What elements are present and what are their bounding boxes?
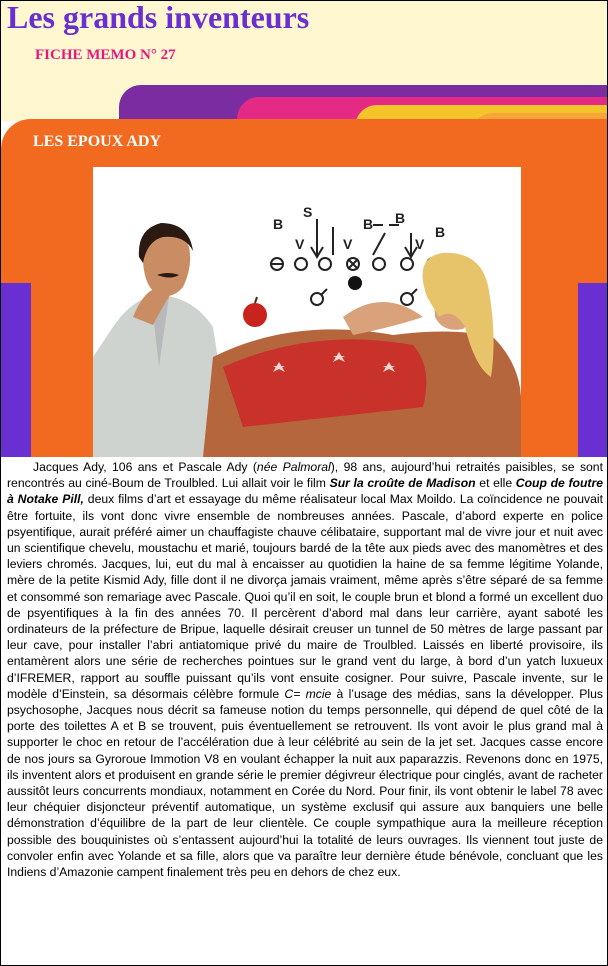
left-purple-bar (1, 283, 31, 457)
article-body (7, 459, 603, 880)
diagram-label: B (435, 224, 446, 240)
page-title: Les grands inventeurs (7, 1, 310, 35)
article-text: et elle (475, 476, 516, 491)
couple-illustration (93, 167, 521, 457)
formula: C= mcie (284, 686, 332, 701)
article-text: ), 98 ans, aujourd’hui retraités paisibles, se sont rencontrés au ciné-Boum de Troulbled. Lui allait voir le film (7, 460, 603, 491)
diagram-label: V (295, 236, 305, 252)
diagram-label: S (303, 204, 313, 220)
diagram-label: V (415, 236, 425, 252)
diagram-label: V (343, 236, 353, 252)
black-token (348, 276, 362, 290)
diagram-label: B (363, 216, 374, 232)
couple-photo (93, 167, 521, 457)
film-title: Coup de foutre à Notake Pill, (7, 476, 603, 507)
maiden-name: née Palmoral (256, 460, 331, 474)
diagram-label: B (395, 210, 406, 226)
article-text: deux films d’art et essayage du même réalisateur local Max Moildo. La coïncidence ne pouvait être fortuite, ils vont donc vivre ensemble de nombreuses années. Pascale, d’abord experte en police psyentifique, aurait préféré aimer un chauffagiste chauve célibataire, supportant mal de vivre jour et nuit avec un scientifique chevelu, moustachu et marié, toujours bardé de la tête aux pieds avec des manomètres et des leviers chromés. Jacques, lui, eut du mal à encaisser au quotidien la haine de sa femme légitime Yolande, mère de la petite Kismid Ady, fille dont il ne divorça jamais vraiment, même après s’être séparé de sa femme et consommé son remariage avec Pascale. Quoi qu’il en soit, le couple brun et blond a formé un excellent duo de psyentifiques à la fin des années 70. Il percèrent d’abord mal dans leur carrière, ayant saboté les ordinateurs de la préfecture de Bripue, laquelle désirait creuser un tunnel de 50 mètres de large passant par leur cave, pour installer l’abri antiatomique privé du maire de Troulbled. Laissés en liberté provisoire, ils entamèrent alors une série de recherches pointues sur le grand vent du large, à bord d’un yatch luxueux d’IFREMER, rapport au souffle puissant qu’ils vont ensuite cosigner. Pour suivre, Pascale invente, sur le modèle d’Einstein, sa désormais célèbre formule (7, 492, 603, 701)
article-text: Jacques Ady, 106 ans et Pascale Ady ( (33, 460, 257, 474)
section-title: LES EPOUX ADY (33, 133, 162, 150)
diagram-label: B (273, 216, 284, 232)
memo-number: FICHE MEMO N° 27 (35, 47, 176, 63)
article-text: à l’usage des médias, sans la développer. Plus psychosophe, Jacques nous décrit sa fameuse notion du temps personnelle, qui dépend de quel côté de la porte des toilettes A et B se trouvent, puis éventuellement se retrouvent. Ils vont avoir le plus grand mal à supporter le choc en retour de l’accélération due à leur célébrité au sein de la jet set. Jacques casse encore de nos jours sa Gyroroue Immotion V8 en voulant échapper la nuit aux paparazzis. Revenons donc en 1975, ils inventent alors et produisent en grande série le premier dégivreur électrique pour cinglés, avant de racheter aussitôt leurs concurrents mondiaux, notamment en Corée du Nord. Pour finir, ils vont obtenir le label 78 avec leur chéquier disjoncteur préventif automatique, un système exclusif qui assure aux banquiers une belle démonstration d’équilibre de la part de leur clientèle. Ce couple sympathique aura la meilleure réception possible des bouquinistes où s’entassent aujourd’hui la totalité de leurs ouvrages. Ils viennent tout juste de convoler enfin avec Yolande et sa fille, alors que va paraître leur dernière étude bénévole, concluant que les Indiens d’Amazonie campent finalement très peu en dehors de chez eux. (7, 686, 603, 880)
film-title: Sur la croûte de Madison (329, 476, 476, 491)
right-purple-bar (578, 283, 607, 457)
header-banner (1, 1, 607, 457)
